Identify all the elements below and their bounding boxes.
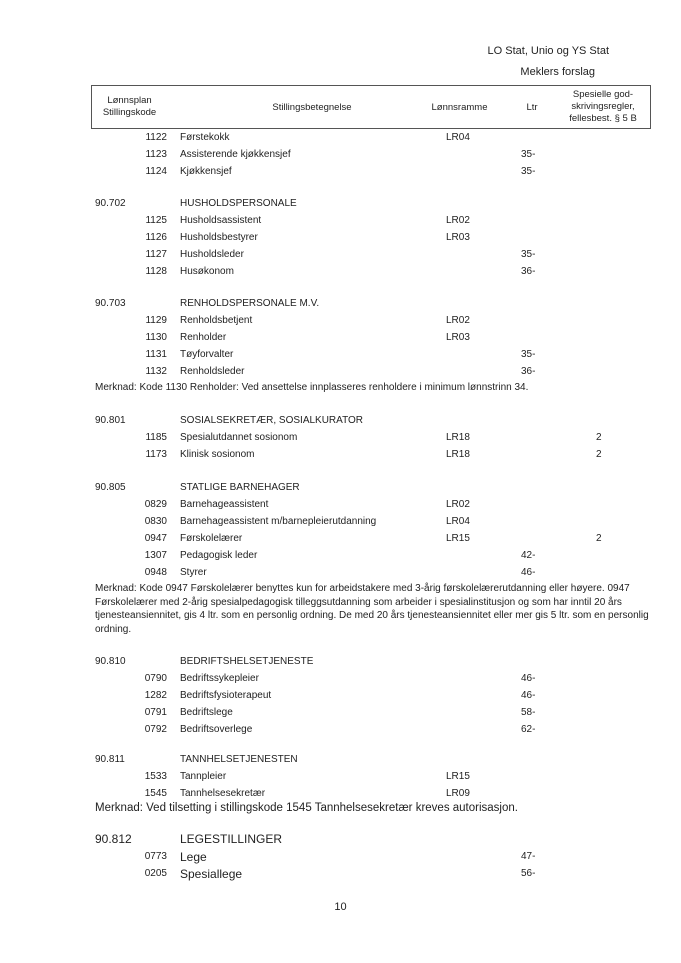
position-title: Spesialutdannet sosionom [180,432,298,443]
position-title: Styrer [180,567,207,578]
section-title: SOSIALSEKRETÆR, SOSIALKURATOR [180,415,364,426]
salary-step: 35- [521,166,536,177]
position-code: 0792 [144,724,167,735]
position-code: 1131 [145,349,167,360]
position-code: 0947 [144,533,167,544]
header-proposal: Meklers forslag [520,66,595,78]
header-parties: LO Stat, Unio og YS Stat [487,45,609,57]
position-title: Tannhelsesekretær [180,788,266,799]
table-row [0,330,681,346]
position-title: Barnehageassistent m/barnepleierutdanning [180,516,377,527]
special-rule: 2 [596,432,602,443]
salary-frame: LR03 [446,332,470,343]
salary-frame: LR02 [446,499,470,510]
salary-frame: LR02 [446,315,470,326]
position-code: 0205 [144,868,167,879]
salary-frame: LR04 [446,132,470,143]
special-rule: 2 [596,533,602,544]
salary-step: 35- [521,349,536,360]
col-title-header: Stillingsbetegnelse [272,102,352,113]
position-code: 0773 [144,851,167,862]
special-rule: 2 [596,449,602,460]
position-title: Bedriftsoverlege [180,724,253,735]
table-row [0,313,681,329]
position-code: 1125 [145,215,167,226]
position-title: Tøyforvalter [180,349,234,360]
position-title: Bedriftsfysioterapeut [180,690,272,701]
remark-note: Merknad: Kode 1130 Renholder: Ved ansettelse innplasseres renholdere i minimum lønnstrinn 34. [95,382,529,393]
position-code: 1282 [144,690,167,701]
salary-plan-code: 90.812 [95,832,132,846]
salary-step: 42- [521,550,536,561]
position-title: Kjøkkensjef [180,166,232,177]
section-header-row [0,296,681,312]
salary-frame: LR15 [446,533,470,544]
position-code: 1122 [145,132,167,143]
position-title: Førskolelærer [180,533,243,544]
table-row [0,849,681,865]
table-row [0,164,681,180]
remark-note: Merknad: Kode 0947 Førskolelærer benyttes kun for arbeidstakere med 3-årig førskolelærerutdanning eller høyere. 0947 Førskolelærer med 2-årig spesialpedagogisk tilleggsutdanning som arbeider i spesialinstitusjon og som har inntil 20 års tjenesteansiennitet, gis 4 ltr. som en personlig ordning. De med 20 års tjenesteansiennitet eller mer gis 5 ltr. som en personlig ordning. [95,583,649,635]
salary-frame: LR15 [446,771,470,782]
position-code: 1130 [145,332,167,343]
table-row [0,213,681,229]
salary-plan-code: 90.805 [95,482,126,493]
section-header-row [0,654,681,670]
section-header-row [0,413,681,429]
section-title: STATLIGE BARNEHAGER [180,482,300,493]
position-code: 0830 [144,516,167,527]
table-row [0,247,681,263]
salary-step: 46- [521,673,536,684]
position-code: 0791 [144,707,167,718]
table-row [0,671,681,687]
position-title: Barnehageassistent [180,499,269,510]
section-header-row [0,752,681,768]
position-title: Tannpleier [180,771,227,782]
position-code: 1129 [145,315,167,326]
position-code: 1128 [145,266,167,277]
position-title: Klinisk sosionom [180,449,255,460]
position-code: 1533 [144,771,167,782]
salary-plan-code: 90.702 [95,198,126,209]
table-row [0,130,681,146]
position-code: 0790 [144,673,167,684]
section-header-row [0,831,681,847]
position-title: Renholdsbetjent [180,315,253,326]
section-title: HUSHOLDSPERSONALE [180,198,297,209]
table-row [0,769,681,785]
salary-plan-code: 90.810 [95,656,126,667]
position-title: Assisterende kjøkkensjef [180,149,291,160]
salary-frame: LR18 [446,432,470,443]
position-title: Husøkonom [180,266,234,277]
position-title: Lege [180,850,207,864]
table-row [0,866,681,882]
page-number: 10 [334,901,347,913]
position-code: 1127 [145,249,167,260]
salary-frame: LR02 [446,215,470,226]
position-title: Førstekokk [180,132,230,143]
table-row [0,347,681,363]
table-row [0,688,681,704]
salary-step: 56- [521,868,536,879]
salary-frame: LR18 [446,449,470,460]
col-ltr-header: Ltr [526,102,538,113]
section-title: RENHOLDSPERSONALE M.V. [180,298,320,309]
table-row [0,565,681,581]
position-title: Husholdsleder [180,249,244,260]
section-title: LEGESTILLINGER [180,832,283,846]
salary-step: 36- [521,366,536,377]
table-row [0,786,681,802]
salary-step: 35- [521,249,536,260]
section-title: BEDRIFTSHELSETJENESTE [180,656,314,667]
salary-frame: LR03 [446,232,470,243]
table-row [0,497,681,513]
table-row [0,722,681,738]
salary-frame: LR09 [446,788,470,799]
position-code: 1185 [145,432,167,443]
position-code: 1126 [145,232,167,243]
position-code: 1307 [144,550,167,561]
position-title: Renholder [180,332,227,343]
salary-step: 62- [521,724,536,735]
table-row [0,430,681,446]
position-title: Bedriftslege [180,707,233,718]
salary-frame: LR04 [446,516,470,527]
col-frame-header: Lønnsramme [431,102,488,113]
section-header-row [0,480,681,496]
salary-step: 36- [521,266,536,277]
remark-note: Merknad: Ved tilsetting i stillingskode 1545 Tannhelsesekretær kreves autorisasjon. [95,802,518,814]
section-header-row [0,196,681,212]
position-code: 1124 [145,166,167,177]
salary-step: 46- [521,567,536,578]
table-row [0,548,681,564]
position-title: Bedriftssykepleier [180,673,259,684]
salary-plan-code: 90.703 [95,298,126,309]
table-row [0,230,681,246]
salary-step: 35- [521,149,536,160]
salary-plan-code: 90.801 [95,415,126,426]
salary-step: 47- [521,851,536,862]
position-title: Pedagogisk leder [180,550,258,561]
position-code: 0948 [144,567,167,578]
position-code: 0829 [144,499,167,510]
position-title: Husholdsassistent [180,215,262,226]
position-code: 1173 [145,449,167,460]
section-title: TANNHELSETJENESTEN [180,754,298,765]
table-row [0,514,681,530]
salary-step: 46- [521,690,536,701]
col-special-header: Spesielle god- skrivingsregler, fellesbest. § 5 B [569,89,637,124]
position-title: Spesiallege [180,867,243,881]
col-code-header: Lønnsplan Stillingskode [102,95,157,118]
position-title: Renholdsleder [180,366,245,377]
position-title: Husholdsbestyrer [180,232,258,243]
table-row [0,364,681,380]
table-row [0,531,681,547]
table-row [0,264,681,280]
table-row [0,447,681,463]
position-code: 1123 [145,149,167,160]
position-code: 1545 [144,788,167,799]
salary-step: 58- [521,707,536,718]
table-row [0,147,681,163]
position-code: 1132 [145,366,167,377]
salary-plan-code: 90.811 [95,754,125,765]
table-row [0,705,681,721]
